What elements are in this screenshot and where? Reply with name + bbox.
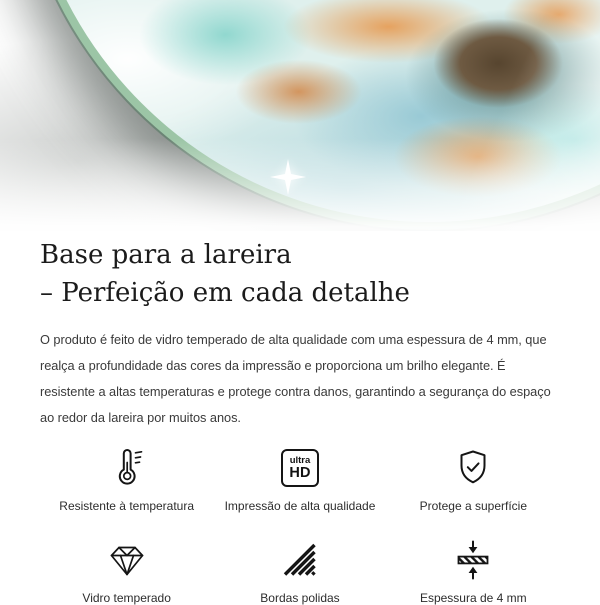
- feature-surface-protection: [387, 445, 560, 513]
- thermometer-icon: [105, 445, 149, 491]
- ultra-hd-icon-text-bottom: HD: [289, 464, 311, 481]
- page-title: [40, 236, 560, 312]
- feature-label: Resistente à temperatura: [59, 499, 195, 513]
- feature-tempered-glass: [40, 537, 213, 605]
- feature-label: Vidro temperado: [82, 591, 171, 605]
- glass-panel-image: [14, 0, 600, 230]
- feature-print-quality: [213, 445, 386, 513]
- feature-label: Protege a superfície: [419, 499, 528, 513]
- diamond-icon: [105, 537, 149, 583]
- ultra-hd-icon-text-top: ultra: [289, 454, 311, 466]
- page-title-line1: Base para a lareira: [40, 240, 292, 270]
- page-title-line2: – Perfeição em cada detalhe: [40, 278, 410, 308]
- product-info-section: [0, 236, 600, 605]
- thickness-4mm-icon: [451, 537, 495, 583]
- feature-label: Bordas polidas: [260, 591, 340, 605]
- polished-edges-icon: [278, 537, 322, 583]
- product-description: O produto é feito de vidro temperado de alta qualidade com uma espessura de 4 mm, que realça a profundidade das cores da impressão e proporciona um brilho elegante. É resistente a altas temperaturas e protege contra danos, garantindo a segurança do espaço ao redor da lareira por muitos anos.: [40, 332, 551, 425]
- feature-polished-edges: [213, 537, 386, 605]
- feature-thickness: [387, 537, 560, 605]
- feature-label: Impressão de alta qualidade: [224, 499, 376, 513]
- product-hero-image: [0, 0, 600, 231]
- feature-label: Espessura de 4 mm: [419, 591, 527, 605]
- ultra-hd-icon: [281, 445, 319, 491]
- feature-grid: [40, 445, 560, 605]
- feature-temperature: [40, 445, 213, 513]
- shield-check-icon: [451, 445, 495, 491]
